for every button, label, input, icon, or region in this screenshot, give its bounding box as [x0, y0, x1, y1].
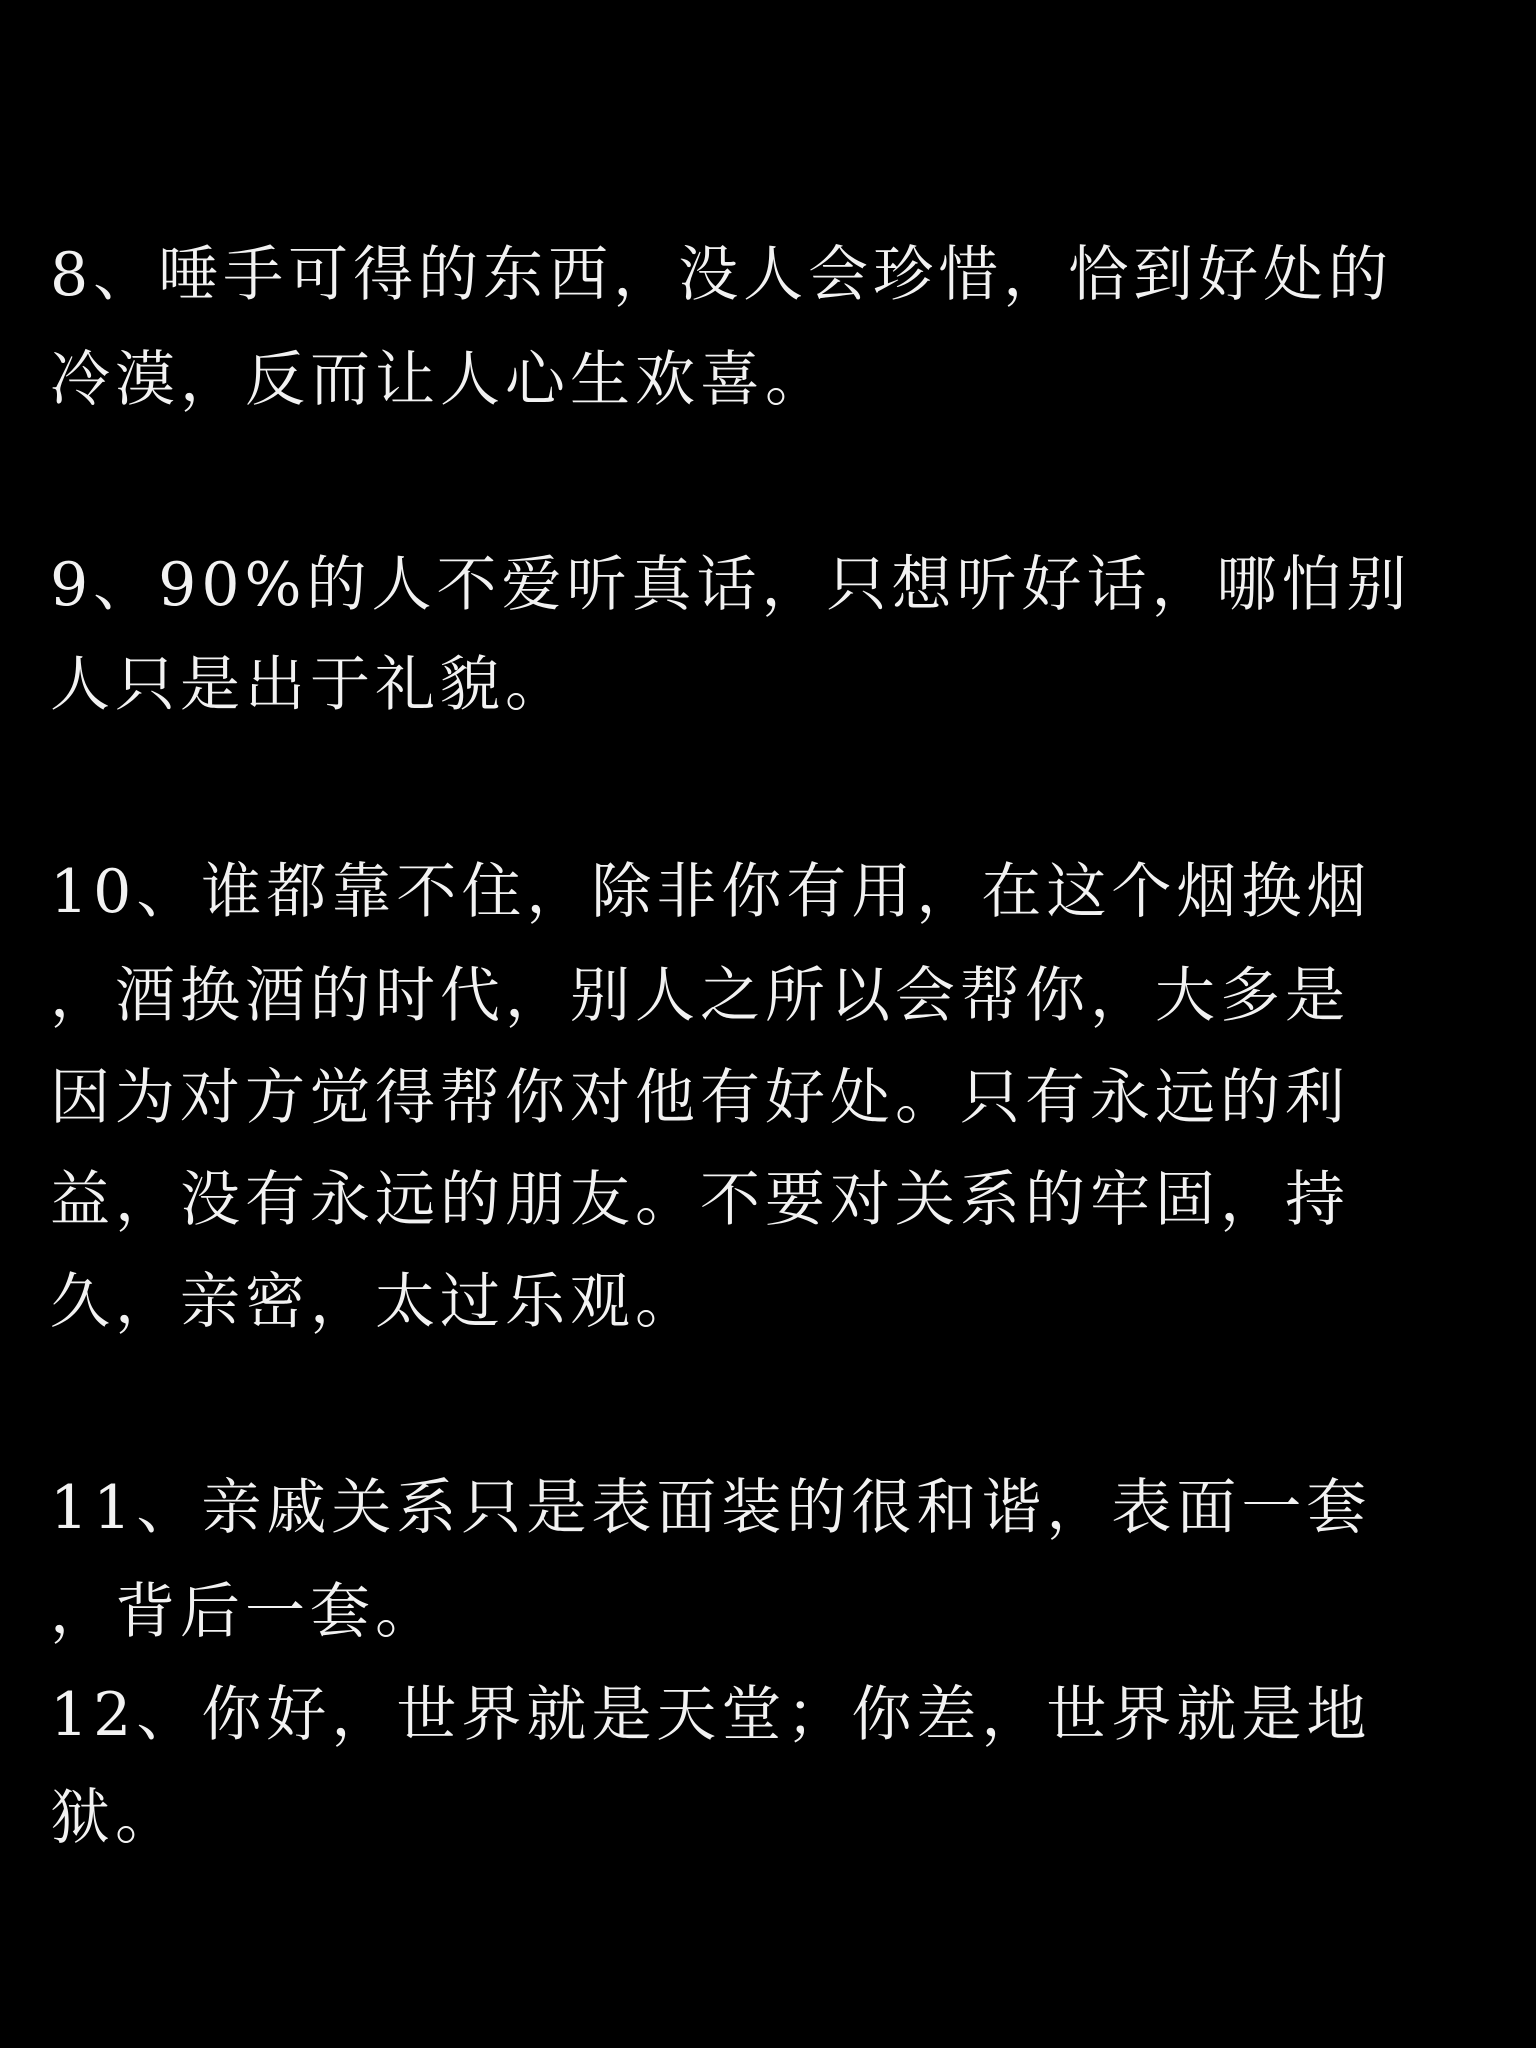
item-12-line-2: 狱。: [50, 1783, 180, 1853]
item-10-line-4: 益，没有永远的朋友。不要对关系的牢固，持: [50, 1165, 1350, 1235]
item-10-line-5: 久，亲密，太过乐观。: [50, 1267, 700, 1337]
item-11-line-2: ，背后一套。: [50, 1577, 440, 1647]
item-10-line-3: 因为对方觉得帮你对他有好处。只有永远的利: [50, 1063, 1350, 1133]
item-8-line-2: 冷漠，反而让人心生欢喜。: [50, 345, 830, 415]
item-9-line-2: 人只是出于礼貌。: [50, 650, 570, 720]
item-8-line-1: 8、唾手可得的东西，没人会珍惜，恰到好处的: [50, 240, 1394, 310]
item-10-line-2: ，酒换酒的时代，别人之所以会帮你，大多是: [50, 961, 1350, 1031]
item-12-line-1: 12、你好，世界就是天堂；你差，世界就是地: [50, 1680, 1372, 1750]
item-11-line-1: 11、亲戚关系只是表面装的很和谐，表面一套: [50, 1473, 1372, 1543]
item-9-line-1: 9、90%的人不爱听真话，只想听好话，哪怕别: [50, 550, 1412, 620]
item-10-line-1: 10、谁都靠不住，除非你有用，在这个烟换烟: [50, 857, 1372, 927]
